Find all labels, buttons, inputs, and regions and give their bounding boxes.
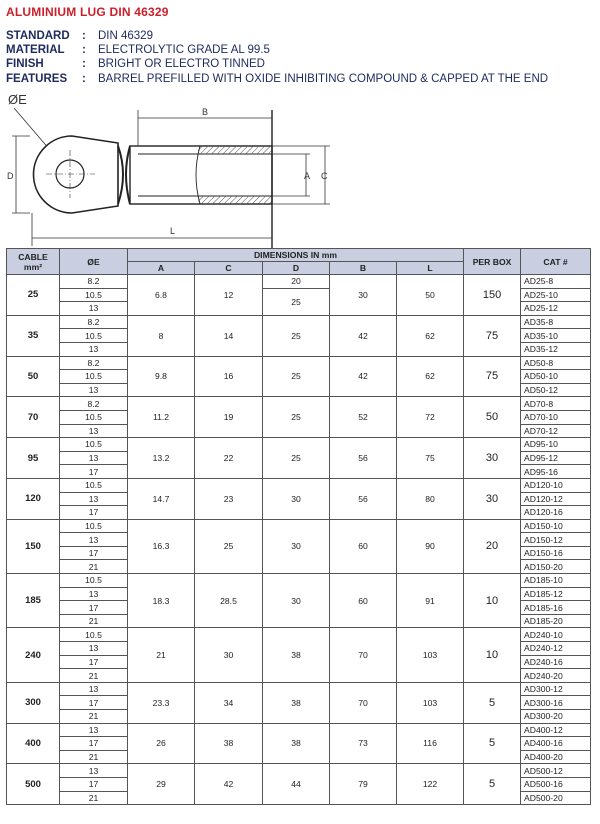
table-row [7,682,591,696]
cat-cell: AD25-10 [521,288,591,302]
cable-cell: 300 [7,682,60,723]
cat-cell: AD95-10 [521,438,591,452]
spec-key: FINISH [6,58,44,71]
phi-cell: 13 [60,383,128,397]
c-cell: 12 [195,275,263,316]
per-box-cell: 30 [464,478,521,519]
d-cell: 25 [263,438,330,479]
spec-row: FINISH : BRIGHT OR ELECTRO TINNED [6,58,265,71]
b-cell: 42 [330,356,397,397]
c-cell: 14 [195,315,263,356]
phi-cell: 17 [60,696,128,710]
table-row [7,438,591,452]
c-cell: 42 [195,764,263,805]
b-cell: 70 [330,682,397,723]
phi-cell: 8.2 [60,275,128,289]
spec-list [6,29,548,86]
per-box-cell: 5 [464,764,521,805]
c-cell: 16 [195,356,263,397]
phi-cell: 13 [60,302,128,316]
cat-cell: AD240-20 [521,669,591,683]
phi-cell: 17 [60,737,128,751]
b-cell: 52 [330,397,397,438]
l-cell: 50 [397,275,464,316]
cat-cell: AD300-16 [521,696,591,710]
per-box-cell: 5 [464,682,521,723]
phi-cell: 13 [60,764,128,778]
cable-cell: 35 [7,315,60,356]
d-cell: 25 [263,315,330,356]
per-box-cell: 150 [464,275,521,316]
cat-cell: AD50-8 [521,356,591,370]
cat-cell: AD95-16 [521,465,591,479]
a-cell: 9.8 [128,356,195,397]
cat-cell: AD70-8 [521,397,591,411]
phi-cell: 10.5 [60,329,128,343]
phi-cell: 13 [60,723,128,737]
cat-cell: AD400-20 [521,750,591,764]
phi-cell: 13 [60,342,128,356]
cat-cell: AD35-12 [521,342,591,356]
table-body [7,275,591,805]
c-cell: 38 [195,723,263,764]
per-box-cell: 10 [464,574,521,628]
per-box-cell: 50 [464,397,521,438]
cable-cell: 25 [7,275,60,316]
l-label: L [170,226,176,236]
header-cable: CABLE mm² [7,249,60,275]
phi-e-leader [14,108,50,150]
d-cell: 30 [263,478,330,519]
l-cell: 72 [397,397,464,438]
d-cell: 44 [263,764,330,805]
dimensions-table [6,248,591,805]
phi-cell: 13 [60,682,128,696]
d-cell: 30 [263,519,330,573]
header-dimensions: DIMENSIONS IN mm [128,249,464,262]
l-cell: 62 [397,356,464,397]
phi-cell: 8.2 [60,356,128,370]
cat-cell: AD400-16 [521,737,591,751]
a-cell: 13.2 [128,438,195,479]
c-cell: 19 [195,397,263,438]
cat-cell: AD50-12 [521,383,591,397]
spec-key: FEATURES [6,72,68,85]
table-row [7,723,591,737]
cat-cell: AD185-20 [521,614,591,628]
per-box-cell: 30 [464,438,521,479]
cat-cell: AD500-20 [521,791,591,805]
l-cell: 103 [397,682,464,723]
b-cell: 79 [330,764,397,805]
cable-cell: 240 [7,628,60,682]
b-cell: 60 [330,574,397,628]
a-label: A [304,171,311,181]
b-cell: 73 [330,723,397,764]
phi-cell: 21 [60,669,128,683]
a-cell: 26 [128,723,195,764]
header-l: L [397,262,464,275]
a-cell: 8 [128,315,195,356]
per-box-cell: 20 [464,519,521,573]
phi-cell: 17 [60,655,128,669]
l-cell: 91 [397,574,464,628]
per-box-cell: 5 [464,723,521,764]
d-cell: 20 [263,275,330,289]
c-cell: 28.5 [195,574,263,628]
d-cell: 25 [263,397,330,438]
spec-row: MATERIAL : ELECTROLYTIC GRADE AL 99.5 [6,44,270,57]
l-cell: 103 [397,628,464,682]
phi-cell: 21 [60,560,128,574]
table-row [7,275,591,289]
spec-row: FEATURES : BARREL PREFILLED WITH OXIDE INHIBITING COMPOUND & CAPPED AT THE END [6,72,549,85]
spec-key: STANDARD [6,30,70,42]
phi-cell: 17 [60,506,128,520]
cat-cell: AD70-10 [521,410,591,424]
table-row [7,397,591,411]
lug-technical-drawing [0,88,600,248]
cat-cell: AD35-8 [521,315,591,329]
table-row [7,764,591,778]
l-cell: 116 [397,723,464,764]
phi-cell: 8.2 [60,315,128,329]
cat-cell: AD300-20 [521,710,591,724]
per-box-cell: 75 [464,315,521,356]
phi-cell: 13 [60,492,128,506]
header-a: A [128,262,195,275]
cat-cell: AD500-16 [521,777,591,791]
phi-cell: 17 [60,601,128,615]
phi-cell: 21 [60,750,128,764]
table-row [7,628,591,642]
cat-cell: AD35-10 [521,329,591,343]
b-cell: 56 [330,478,397,519]
phi-cell: 13 [60,451,128,465]
phi-cell: 21 [60,710,128,724]
spec-value: BRIGHT OR ELECTRO TINNED [98,58,265,71]
cable-cell: 185 [7,574,60,628]
c-cell: 34 [195,682,263,723]
cable-cell: 150 [7,519,60,573]
table-row [7,574,591,588]
cable-cell: 95 [7,438,60,479]
b-cell: 60 [330,519,397,573]
cat-cell: AD25-8 [521,275,591,289]
cable-cell: 50 [7,356,60,397]
b-cell: 70 [330,628,397,682]
cat-cell: AD150-16 [521,546,591,560]
d-cell: 38 [263,723,330,764]
phi-cell: 21 [60,614,128,628]
phi-cell: 17 [60,777,128,791]
b-cell: 42 [330,315,397,356]
phi-cell: 10.5 [60,438,128,452]
cat-cell: AD300-12 [521,682,591,696]
l-cell: 122 [397,764,464,805]
a-cell: 29 [128,764,195,805]
d-cell: 38 [263,682,330,723]
phi-cell: 10.5 [60,574,128,588]
cat-cell: AD400-12 [521,723,591,737]
c-cell: 25 [195,519,263,573]
phi-cell: 13 [60,642,128,656]
cat-cell: AD185-12 [521,587,591,601]
cable-cell: 120 [7,478,60,519]
page-title: ALUMINIUM LUG DIN 46329 [6,5,169,19]
spec-row: STANDARD : DIN 46329 [6,30,153,42]
per-box-cell: 75 [464,356,521,397]
phi-cell: 10.5 [60,370,128,384]
cat-cell: AD120-16 [521,506,591,520]
l-cell: 75 [397,438,464,479]
table-row [7,519,591,533]
cat-cell: AD240-10 [521,628,591,642]
phi-cell: 10.5 [60,478,128,492]
header-cat: CAT # [521,249,591,275]
b-label: B [202,107,209,117]
cat-cell: AD185-10 [521,574,591,588]
header-d: D [263,262,330,275]
a-cell: 6.8 [128,275,195,316]
phi-cell: 8.2 [60,397,128,411]
cat-cell: AD25-12 [521,302,591,316]
cat-cell: AD240-12 [521,642,591,656]
d-label: D [7,171,14,181]
d-cell: 25 [263,356,330,397]
d-cell: 25 [263,288,330,315]
cat-cell: AD70-12 [521,424,591,438]
cat-cell: AD240-16 [521,655,591,669]
spec-value: DIN 46329 [98,30,153,42]
phi-e-label: ØE [8,92,27,107]
cat-cell: AD95-12 [521,451,591,465]
phi-cell: 10.5 [60,628,128,642]
phi-cell: 10.5 [60,410,128,424]
table-row [7,315,591,329]
phi-cell: 13 [60,587,128,601]
header-per-box: PER BOX [464,249,521,275]
a-cell: 23.3 [128,682,195,723]
table-row [7,356,591,370]
c-cell: 30 [195,628,263,682]
c-cell: 22 [195,438,263,479]
c-cell: 23 [195,478,263,519]
a-cell: 16.3 [128,519,195,573]
cat-cell: AD120-12 [521,492,591,506]
phi-cell: 13 [60,533,128,547]
l-cell: 80 [397,478,464,519]
phi-cell: 17 [60,465,128,479]
cat-cell: AD50-10 [521,370,591,384]
a-cell: 18.3 [128,574,195,628]
phi-cell: 10.5 [60,519,128,533]
cat-cell: AD150-12 [521,533,591,547]
d-cell: 30 [263,574,330,628]
phi-cell: 13 [60,424,128,438]
d-cell: 38 [263,628,330,682]
lug-barrel [130,146,272,204]
cable-cell: 70 [7,397,60,438]
cat-cell: AD150-20 [521,560,591,574]
header-phi-e: ØE [60,249,128,275]
cat-cell: AD500-12 [521,764,591,778]
cat-cell: AD185-16 [521,601,591,615]
b-cell: 56 [330,438,397,479]
a-cell: 11.2 [128,397,195,438]
b-cell: 30 [330,275,397,316]
spec-value: ELECTROLYTIC GRADE AL 99.5 [98,44,270,57]
header-b: B [330,262,397,275]
a-cell: 14.7 [128,478,195,519]
table-row [7,478,591,492]
l-cell: 90 [397,519,464,573]
cat-cell: AD150-10 [521,519,591,533]
phi-cell: 21 [60,791,128,805]
cat-cell: AD120-10 [521,478,591,492]
header-c: C [195,262,263,275]
per-box-cell: 10 [464,628,521,682]
phi-cell: 10.5 [60,288,128,302]
spec-value: BARREL PREFILLED WITH OXIDE INHIBITING COMPOUND & CAPPED AT THE END [98,72,549,85]
c-label: C [321,171,328,181]
spec-key: MATERIAL [6,44,65,57]
cable-cell: 500 [7,764,60,805]
l-cell: 62 [397,315,464,356]
a-cell: 21 [128,628,195,682]
cable-cell: 400 [7,723,60,764]
phi-cell: 17 [60,546,128,560]
